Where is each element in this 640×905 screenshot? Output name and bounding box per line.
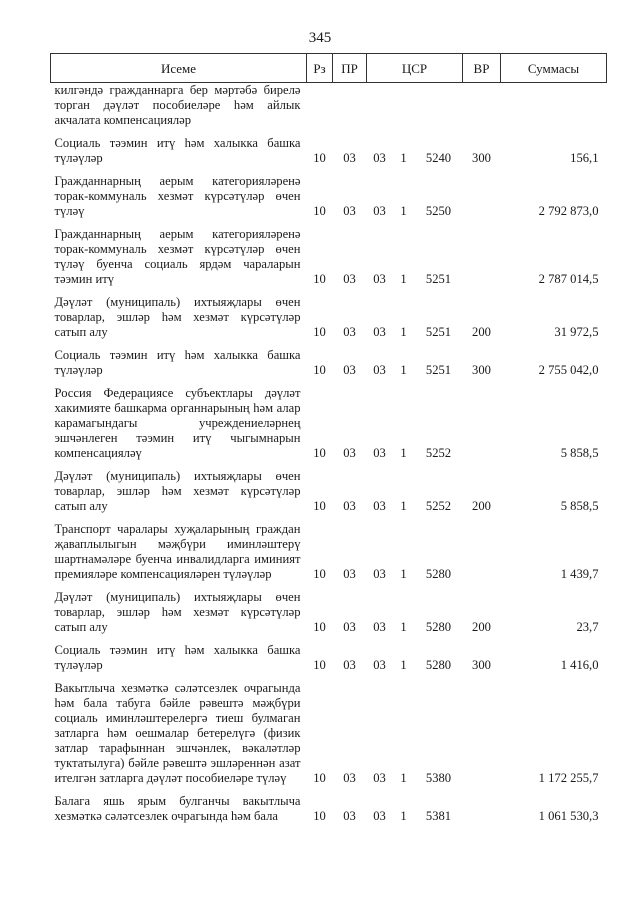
row-csr-a: 03 [373, 151, 386, 165]
row-csr-b [393, 83, 415, 129]
row-vr [463, 794, 501, 824]
row-csr-c: 5251 [425, 272, 452, 286]
row-vr [463, 227, 501, 287]
table-row [51, 348, 607, 378]
row-spacer [51, 582, 607, 590]
row-rz: 10 [313, 446, 326, 460]
row-csr-a: 03 [373, 658, 386, 672]
row-rz: 10 [313, 658, 326, 672]
table-row [51, 794, 607, 824]
row-spacer [51, 514, 607, 522]
row-name: Социаль тәэмин итү һәм халыкка башка түләүләр [54, 643, 301, 672]
row-rz: 10 [313, 204, 326, 218]
row-spacer [51, 128, 607, 136]
row-name: Дәүләт (муниципаль) ихтыяҗлары өчен товарлар, эшләр һәм хезмәт күрсәтүләр сатып алу [54, 590, 301, 634]
row-pr: 03 [343, 363, 356, 377]
row-spacer [51, 287, 607, 295]
row-sum: 5 858,5 [560, 499, 599, 513]
header-sum: Суммасы [501, 54, 607, 83]
row-name: Вакытлыча хезмәткә сәләтсезлек очрагында һәм бала табуга бәйле рәвештә мәҗбүри социаль иминләштерелергә тиеш булмаган затларга һәм оешмалар бетерелүгә (физик затлар тарафыннан эшчәнлек, вәкаләтләр туктатылуга) бәйле рәвештә эшләреннән азат ителгән затларга дәүләт пособиеләре түләү [54, 681, 301, 785]
row-rz: 10 [313, 771, 326, 785]
row-sum: 5 858,5 [560, 446, 599, 460]
row-vr: 300 [472, 151, 491, 165]
row-vr [463, 386, 501, 461]
row-spacer [51, 378, 607, 386]
row-csr-c: 5240 [425, 151, 452, 165]
table-row [51, 386, 607, 461]
table-row [51, 174, 607, 219]
row-sum: 156,1 [570, 151, 599, 165]
row-csr-a: 03 [373, 771, 386, 785]
row-csr-c: 5381 [425, 809, 452, 823]
row-name: Гражданнарның аерым категорияләренә торак-коммуналь хезмәт күрсәтүләр өчен түләү буенча социаль ярдәм чараларын тәэмин итү [54, 227, 301, 286]
row-csr-b: 1 [400, 325, 407, 339]
row-pr: 03 [343, 499, 356, 513]
row-vr: 200 [472, 325, 491, 339]
row-csr-b: 1 [400, 620, 407, 634]
row-name: Балага яшь ярым булганчы вакытлыча хезмәткә сәләтсезлек очрагында һәм бала [54, 794, 301, 823]
row-csr-c: 5251 [425, 325, 452, 339]
row-spacer [51, 461, 607, 469]
table-row [51, 295, 607, 340]
row-sum: 2 792 873,0 [538, 204, 599, 218]
row-vr: 300 [472, 658, 491, 672]
row-pr: 03 [343, 272, 356, 286]
row-csr-b: 1 [400, 363, 407, 377]
row-csr-b: 1 [400, 567, 407, 581]
row-csr-b: 1 [400, 809, 407, 823]
row-csr-a: 03 [373, 620, 386, 634]
table-row [51, 227, 607, 287]
row-name: Социаль тәэмин итү һәм халыкка башка түләүләр [54, 348, 301, 377]
row-csr-c: 5252 [425, 446, 452, 460]
row-csr-a: 03 [373, 499, 386, 513]
row-name: Дәүләт (муниципаль) ихтыяҗлары өчен товарлар, эшләр һәм хезмәт күрсәтүләр сатып алу [54, 469, 301, 513]
row-spacer [51, 166, 607, 174]
row-vr [463, 522, 501, 582]
row-pr: 03 [343, 446, 356, 460]
row-csr-a: 03 [373, 567, 386, 581]
row-name: Россия Федерациясе субъектлары дәүләт хакимияте башкарма органнарының һәм алар карамагындагы учреждениеләрнең эшчәнлеген тәэмин итү чыгымнарын компенсацияләү [54, 386, 301, 460]
row-pr: 03 [343, 658, 356, 672]
row-csr-b: 1 [400, 272, 407, 286]
row-csr-c: 5250 [425, 204, 452, 218]
row-csr-b: 1 [400, 204, 407, 218]
row-pr [333, 83, 367, 129]
row-name: килгәндә гражданнарга бер мәртәбә бирелә торган дәүләт пособиеләре һәм айлык акчалата компенсацияләр [54, 83, 301, 127]
header-pr: ПР [333, 54, 367, 83]
table-header [51, 54, 607, 83]
row-sum: 31 972,5 [554, 325, 599, 339]
row-spacer [51, 673, 607, 681]
row-sum: 2 787 014,5 [538, 272, 599, 286]
row-rz: 10 [313, 363, 326, 377]
row-rz: 10 [313, 809, 326, 823]
row-rz [307, 83, 333, 129]
row-csr-b: 1 [400, 658, 407, 672]
row-spacer [51, 635, 607, 643]
row-csr-c: 5280 [425, 567, 452, 581]
budget-table [50, 53, 607, 824]
row-vr [463, 681, 501, 786]
header-name: Исеме [51, 54, 307, 83]
row-vr: 200 [472, 499, 491, 513]
table-row [51, 681, 607, 786]
row-csr-c: 5280 [425, 658, 452, 672]
row-csr-c: 5251 [425, 363, 452, 377]
table-row [51, 469, 607, 514]
row-sum: 1 172 255,7 [538, 771, 599, 785]
row-name: Дәүләт (муниципаль) ихтыяҗлары өчен товарлар, эшләр һәм хезмәт күрсәтүләр сатып алу [54, 295, 301, 339]
row-csr-b: 1 [400, 771, 407, 785]
row-rz: 10 [313, 499, 326, 513]
row-rz: 10 [313, 151, 326, 165]
row-csr-a: 03 [373, 363, 386, 377]
row-pr: 03 [343, 809, 356, 823]
header-vr: ВР [463, 54, 501, 83]
row-spacer [51, 219, 607, 227]
row-csr-a: 03 [373, 272, 386, 286]
row-csr-b: 1 [400, 151, 407, 165]
row-csr-c [415, 83, 463, 129]
row-pr: 03 [343, 620, 356, 634]
page-number: 345 [308, 30, 332, 46]
row-csr-b: 1 [400, 499, 407, 513]
row-csr-a: 03 [373, 446, 386, 460]
row-vr: 300 [472, 363, 491, 377]
row-name: Транспорт чаралары хуҗаларының граждан җаваплылыгын мәҗбүри иминләштерү шартнамәләре буенча инвалидларга иминият премияләре компенсацияләрен түләүләр [54, 522, 301, 581]
row-csr-b: 1 [400, 446, 407, 460]
row-csr-c: 5280 [425, 620, 452, 634]
row-sum: 23,7 [576, 620, 599, 634]
row-sum: 1 416,0 [560, 658, 599, 672]
row-sum [501, 83, 607, 129]
row-vr [463, 174, 501, 219]
row-spacer [51, 786, 607, 794]
row-sum: 1 061 530,3 [538, 809, 599, 823]
row-pr: 03 [343, 567, 356, 581]
row-csr-c: 5380 [425, 771, 452, 785]
row-pr: 03 [343, 151, 356, 165]
row-rz: 10 [313, 272, 326, 286]
row-sum: 2 755 042,0 [538, 363, 599, 377]
row-rz: 10 [313, 567, 326, 581]
row-name: Гражданнарның аерым категорияләренә торак-коммуналь хезмәт күрсәтүләр өчен түләү [54, 174, 301, 218]
row-pr: 03 [343, 204, 356, 218]
row-pr: 03 [343, 771, 356, 785]
row-rz: 10 [313, 620, 326, 634]
row-rz: 10 [313, 325, 326, 339]
row-vr [463, 83, 501, 129]
table-row [51, 643, 607, 673]
row-vr: 200 [472, 620, 491, 634]
row-csr-a [367, 83, 393, 129]
row-csr-a: 03 [373, 204, 386, 218]
row-csr-a: 03 [373, 325, 386, 339]
row-spacer [51, 340, 607, 348]
row-csr-a: 03 [373, 809, 386, 823]
row-sum: 1 439,7 [560, 567, 599, 581]
table-row [51, 590, 607, 635]
row-name: Социаль тәэмин итү һәм халыкка башка түләүләр [54, 136, 301, 165]
row-csr-c: 5252 [425, 499, 452, 513]
table-row [51, 83, 607, 129]
header-rz: Рз [307, 54, 333, 83]
table-row [51, 522, 607, 582]
header-csr: ЦСР [367, 54, 463, 83]
table-row [51, 136, 607, 166]
row-pr: 03 [343, 325, 356, 339]
table-body [51, 83, 607, 825]
